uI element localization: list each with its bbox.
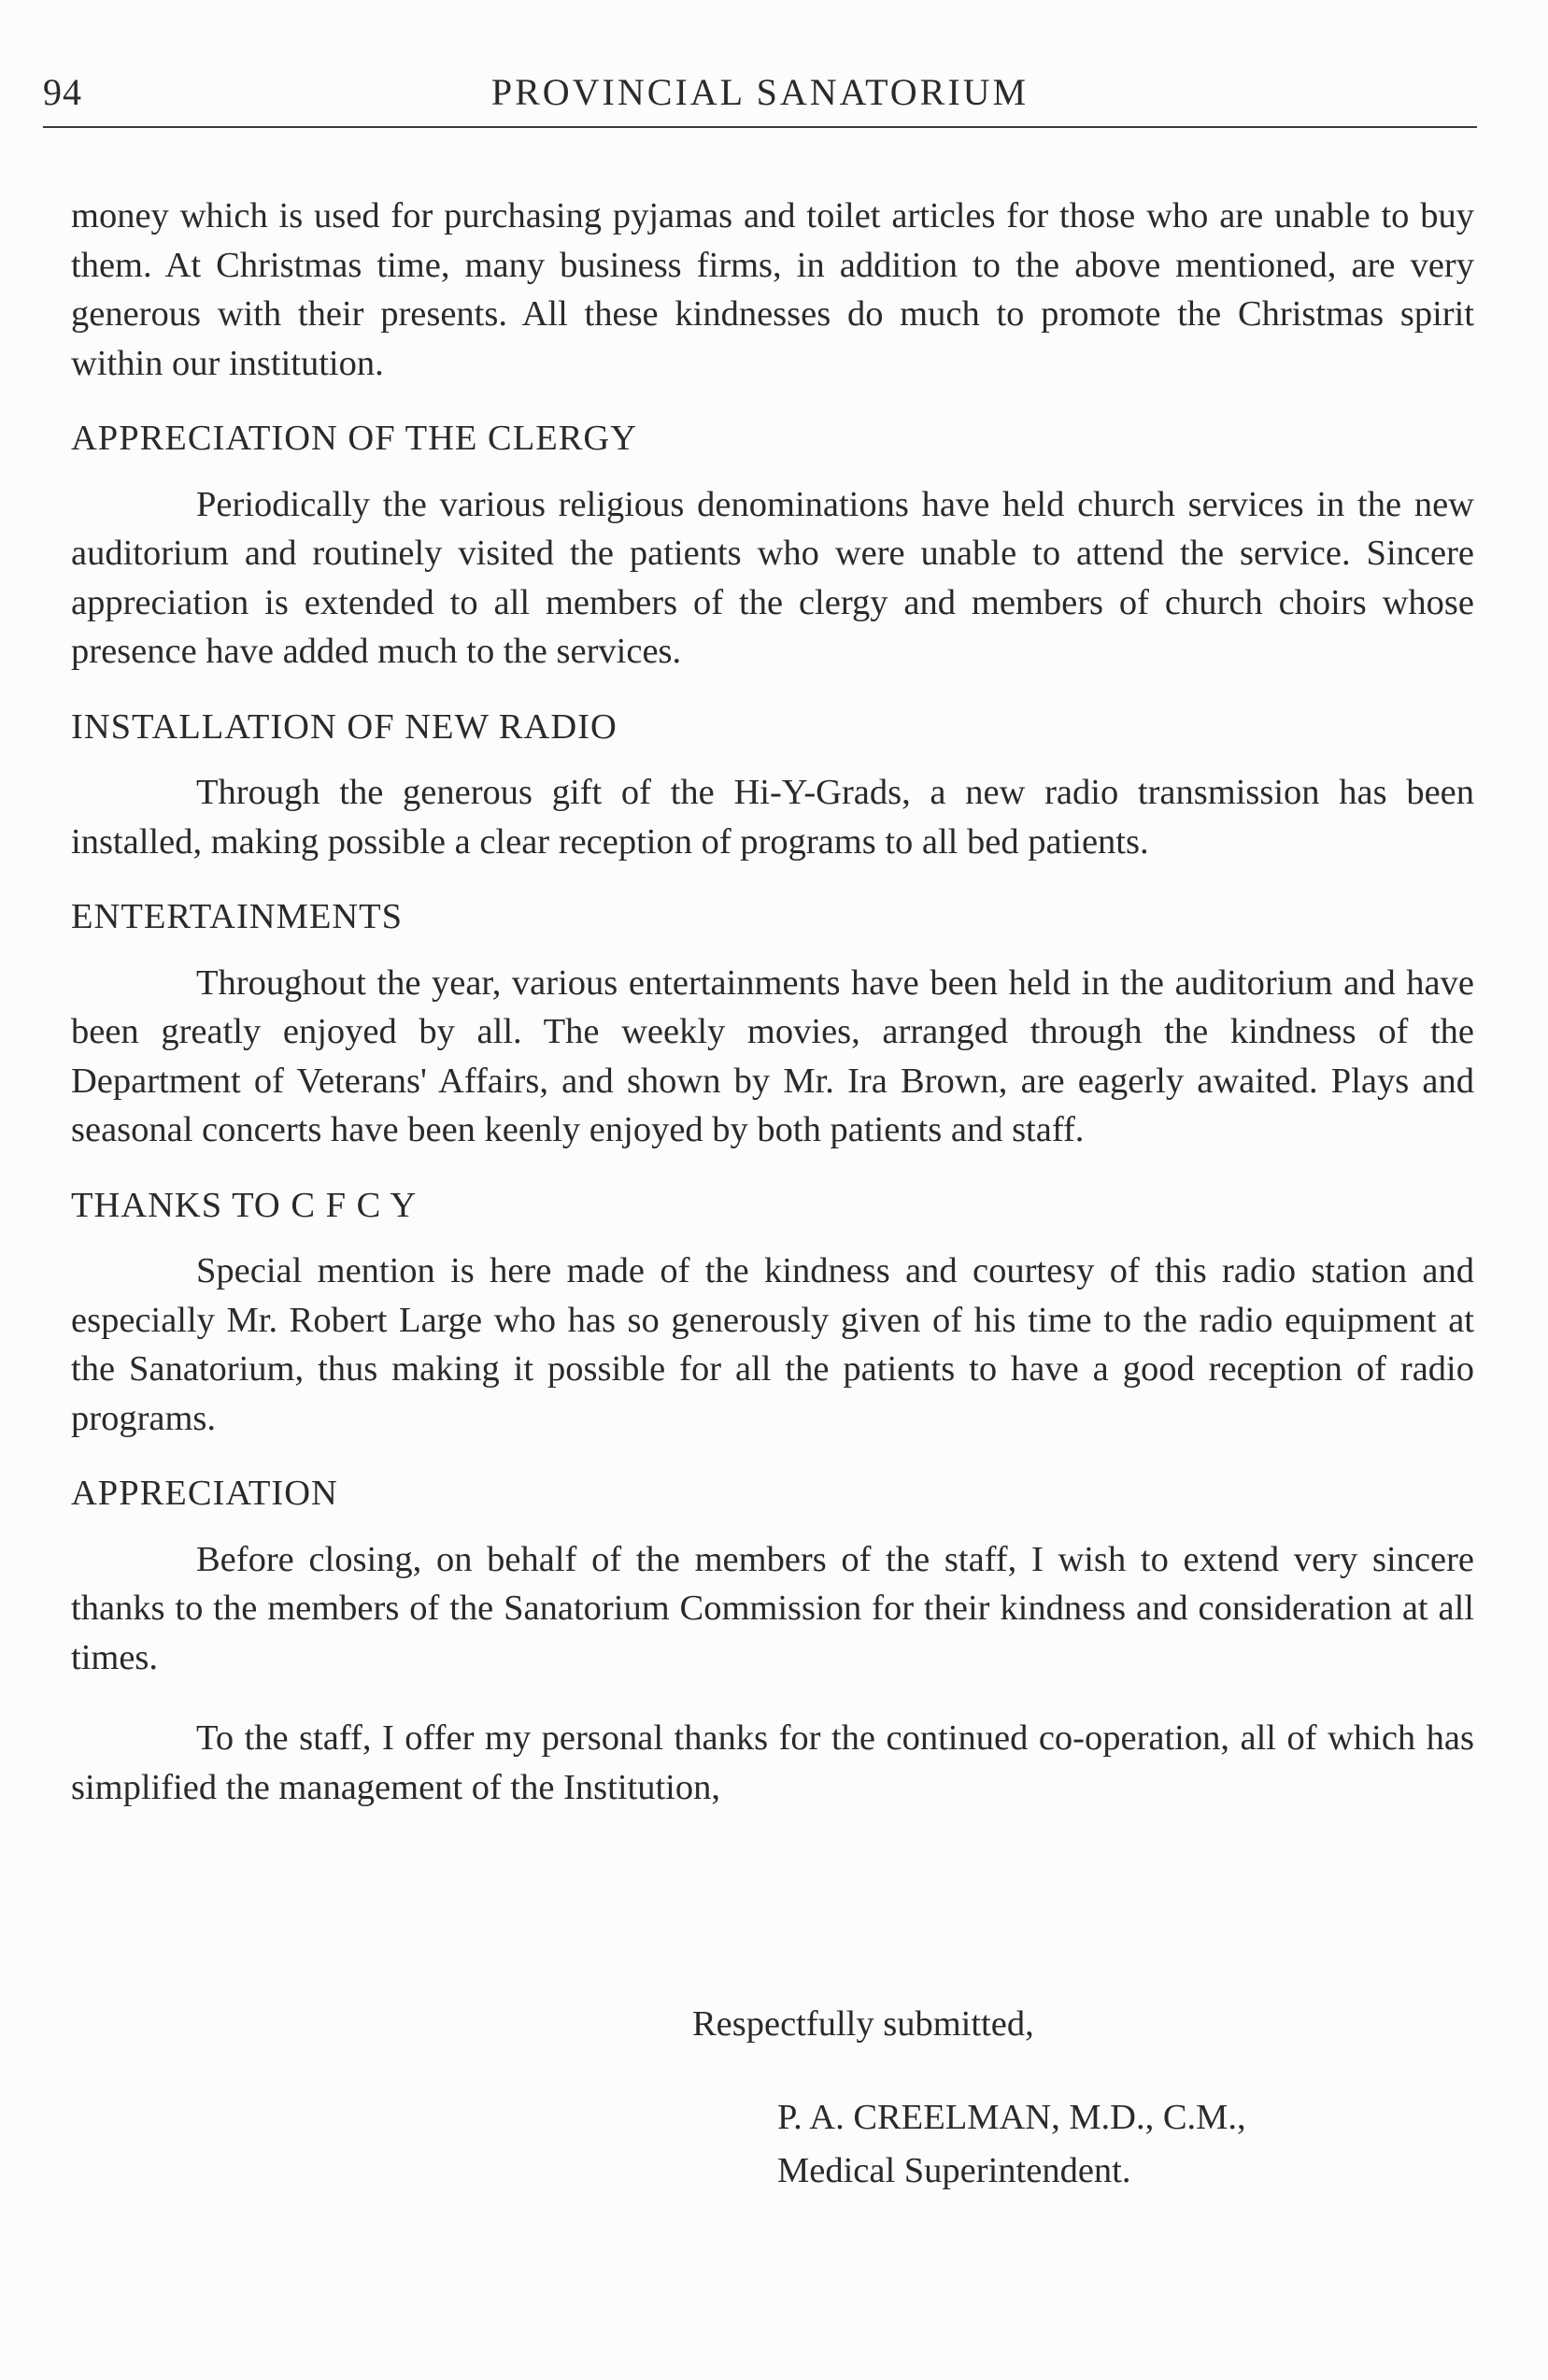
signature-title: Medical Superintendent. xyxy=(777,2151,1131,2190)
page-number: 94 xyxy=(43,71,82,113)
intro-paragraph: money which is used for purchasing pyjamas and toilet articles for those who are unable to buy them. At Christmas time, many business firms, in addition to the above mentioned, are very generous with their presents. All these kindnesses do much to promote the Christmas spirit within our institution. xyxy=(71,196,1474,383)
section-heading-appreciation: APPRECIATION xyxy=(71,1474,338,1513)
running-title: PROVINCIAL SANATORIUM xyxy=(490,71,1030,113)
signature-block xyxy=(777,2091,1246,2198)
closing-salutation: Respectfully submitted, xyxy=(692,2004,1034,2044)
section-paragraph-appreciation-staff: To the staff, I offer my personal thanks for the continued co-operation, all of which has simplified the management of the Institution, xyxy=(71,1718,1474,1807)
header-rule xyxy=(43,126,1477,128)
section-heading-clergy: APPRECIATION OF THE CLERGY xyxy=(71,419,638,458)
section-paragraph-clergy: Periodically the various religious denominations have held church services in the new auditorium and routinely visited the patients who were unable to attend the service. Sincere appreciation is extended to all members of the clergy and members of church choirs whose presence have added much to the services. xyxy=(71,484,1474,671)
section-heading-entertainments: ENTERTAINMENTS xyxy=(71,897,404,936)
section-heading-radio: INSTALLATION OF NEW RADIO xyxy=(71,706,618,747)
section-paragraph-radio: Through the generous gift of the Hi-Y-Grads, a new radio transmission has been installed, making possible a clear reception of programs to all bed patients. xyxy=(71,773,1474,862)
page-header xyxy=(43,70,1477,128)
signature-name: P. A. CREELMAN, M.D., C.M., xyxy=(777,2098,1246,2137)
section-paragraph-appreciation-commission: Before closing, on behalf of the members of the staff, I wish to extend very sincere thanks to the members of the Sanatorium Commission for their kindness and consideration at all times. xyxy=(71,1539,1474,1677)
section-heading-cfcy: THANKS TO C F C Y xyxy=(71,1185,418,1225)
body-text xyxy=(71,192,1474,1812)
section-paragraph-entertainments: Throughout the year, various entertainments have been held in the auditorium and have been greatly enjoyed by all. The weekly movies, arranged through the kindness of the Department of Veterans' Affairs, and shown by Mr. Ira Brown, are eagerly awaited. Plays and seasonal concerts have been keenly enjoyed by both patients and staff. xyxy=(71,962,1474,1149)
section-paragraph-cfcy: Special mention is here made of the kindness and courtesy of this radio station and especially Mr. Robert Large who has so generously given of his time to the radio equipment at the Sanatorium, thus making it possible for all the patients to have a good reception of radio programs. xyxy=(71,1251,1474,1438)
